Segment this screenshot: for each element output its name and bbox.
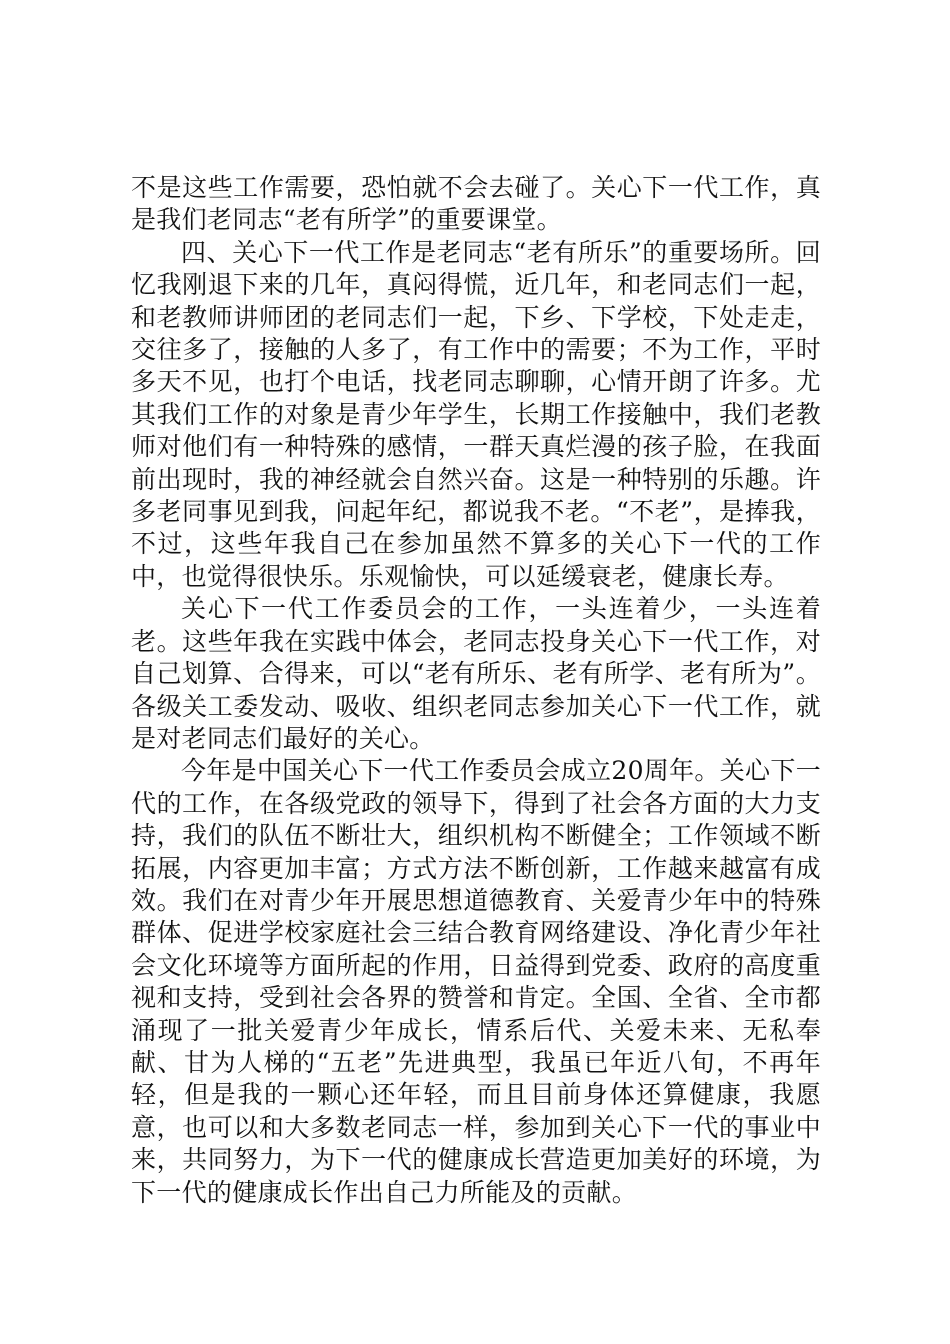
paragraph-committee-work: 关心下一代工作委员会的工作，一头连着少，一头连着老。这些年我在实践中体会，老同志投身关心下一代工作，对自己划算、合得来，可以“老有所乐、老有所学、老有所为”。各级关工委发动、吸收、组织老同志参加关心下一代工作，就是对老同志们最好的关心。 — [131, 594, 821, 753]
paragraph-anniversary: 今年是中国关心下一代工作委员会成立20周年。关心下一代的工作，在各级党政的领导下，得到了社会各方面的大力支持，我们的队伍不断壮大，组织机构不断健全；工作领域不断拓展，内容更加丰富；方式方法不断创新，工作越来越富有成效。我们在对青少年开展思想道德教育、关爱青少年中的特殊群体、促进学校家庭社会三结合教育网络建设、净化青少年社会文化环境等方面所起的作用，日益得到党委、政府的高度重视和支持，受到社会各界的赞誉和肯定。全国、全省、全市都涌现了一批关爱青少年成长，情系后代、关爱未来、无私奉献、甘为人梯的“五老”先进典型，我虽已年近八旬，不再年轻，但是我的一颗心还年轻，而且目前身体还算健康，我愿意，也可以和大多数老同志一样，参加到关心下一代的事业中来，共同努力，为下一代的健康成长营造更加美好的环境，为下一代的健康成长作出自己力所能及的贡献。 — [131, 756, 821, 1207]
paragraph-continuation: 不是这些工作需要，恐怕就不会去碰了。关心下一代工作，真是我们老同志“老有所学”的重要课堂。 — [131, 173, 821, 235]
document-body — [131, 172, 821, 1209]
paragraph-section-four: 四、关心下一代工作是老同志“老有所乐”的重要场所。回忆我刚退下来的几年，真闷得慌，近几年，和老同志们一起，和老教师讲师团的老同志们一起，下乡、下学校，下处走走，交往多了，接触的人多了，有工作中的需要；不为工作，平时多天不见，也打个电话，找老同志聊聊，心情开朗了许多。尤其我们工作的对象是青少年学生，长期工作接触中，我们老教师对他们有一种特殊的感情，一群天真烂漫的孩子脸，在我面前出现时，我的神经就会自然兴奋。这是一种特别的乐趣。许多老同事见到我，问起年纪，都说我不老。“不老”，是捧我，不过，这些年我自己在参加虽然不算多的关心下一代的工作中，也觉得很快乐。乐观愉快，可以延缓衰老，健康长寿。 — [131, 237, 821, 591]
